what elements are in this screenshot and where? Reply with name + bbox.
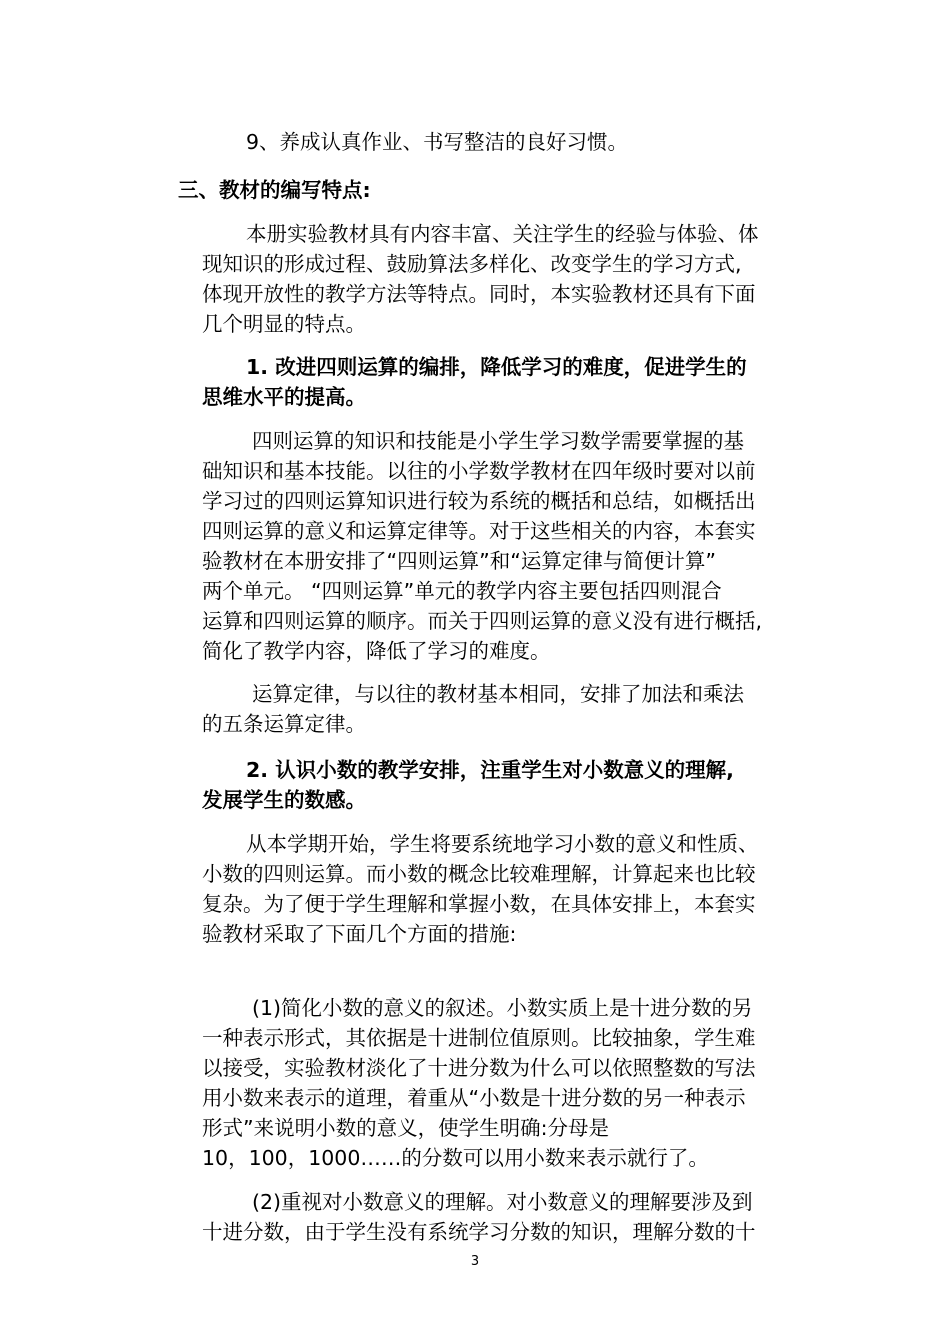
paragraph-line: 本册实验教材具有内容丰富、关注学生的经验与体验、体 <box>246 222 759 246</box>
paragraph-line: 的五条运算定律。 <box>202 712 366 736</box>
paragraph-line: 体现开放性的教学方法等特点。同时，本实验教材还具有下面 <box>202 282 756 306</box>
paragraph-line: 验教材采取了下面几个方面的措施: <box>202 922 517 946</box>
paragraph-line: 运算和四则运算的顺序。而关于四则运算的意义没有进行概括, <box>202 609 763 633</box>
paragraph-line: 验教材在本册安排了“四则运算”和“运算定律与简便计算” <box>202 549 716 573</box>
paragraph-line: 简化了教学内容，降低了学习的难度。 <box>202 639 551 663</box>
paragraph-line: 从本学期开始，学生将要系统地学习小数的意义和性质、 <box>246 832 759 856</box>
subheading-point-2: 2. 认识小数的教学安排，注重学生对小数意义的理解, <box>246 758 734 782</box>
paragraph-line: 几个明显的特点。 <box>202 312 366 336</box>
subheading-point-2: 发展学生的数感。 <box>202 788 366 812</box>
paragraph-line: 一种表示形式，其依据是十进制位值原则。比较抽象，学生难 <box>202 1026 756 1050</box>
paragraph-line: (1)简化小数的意义的叙述。小数实质上是十进分数的另 <box>252 996 753 1020</box>
paragraph-line: 10，100，1000……的分数可以用小数来表示就行了。 <box>202 1146 709 1170</box>
paragraph-line: 复杂。为了便于学生理解和掌握小数，在具体安排上，本套实 <box>202 892 756 916</box>
paragraph-line: 四则运算的意义和运算定律等。对于这些相关的内容，本套实 <box>202 519 756 543</box>
paragraph-line: 学习过的四则运算知识进行较为系统的概括和总结，如概括出 <box>202 489 756 513</box>
paragraph-line: 以接受，实验教材淡化了十进分数为什么可以依照整数的写法 <box>202 1056 756 1080</box>
paragraph-line: 形式”来说明小数的意义，使学生明确:分母是 <box>202 1116 610 1140</box>
paragraph-line: 现知识的形成过程、鼓励算法多样化、改变学生的学习方式, <box>202 252 742 276</box>
page-number: 3 <box>470 1254 480 1269</box>
paragraph-line: (2)重视对小数意义的理解。对小数意义的理解要涉及到 <box>252 1190 753 1214</box>
list-item-9: 9、养成认真作业、书写整洁的良好习惯。 <box>246 130 629 154</box>
section-heading: 三、教材的编写特点: <box>178 178 371 202</box>
subheading-point-1: 1. 改进四则运算的编排，降低学习的难度，促进学生的 <box>246 355 747 379</box>
subheading-point-1: 思维水平的提高。 <box>202 385 366 409</box>
paragraph-line: 四则运算的知识和技能是小学生学习数学需要掌握的基 <box>252 429 744 453</box>
paragraph-line: 两个单元。 “四则运算”单元的教学内容主要包括四则混合 <box>202 579 722 603</box>
paragraph-line: 运算定律，与以往的教材基本相同，安排了加法和乘法 <box>252 682 744 706</box>
paragraph-line: 十进分数，由于学生没有系统学习分数的知识，理解分数的十 <box>202 1220 756 1244</box>
paragraph-line: 小数的四则运算。而小数的概念比较难理解，计算起来也比较 <box>202 862 756 886</box>
paragraph-line: 础知识和基本技能。以往的小学数学教材在四年级时要对以前 <box>202 459 756 483</box>
paragraph-line: 用小数来表示的道理，着重从“小数是十进分数的另一种表示 <box>202 1086 746 1110</box>
